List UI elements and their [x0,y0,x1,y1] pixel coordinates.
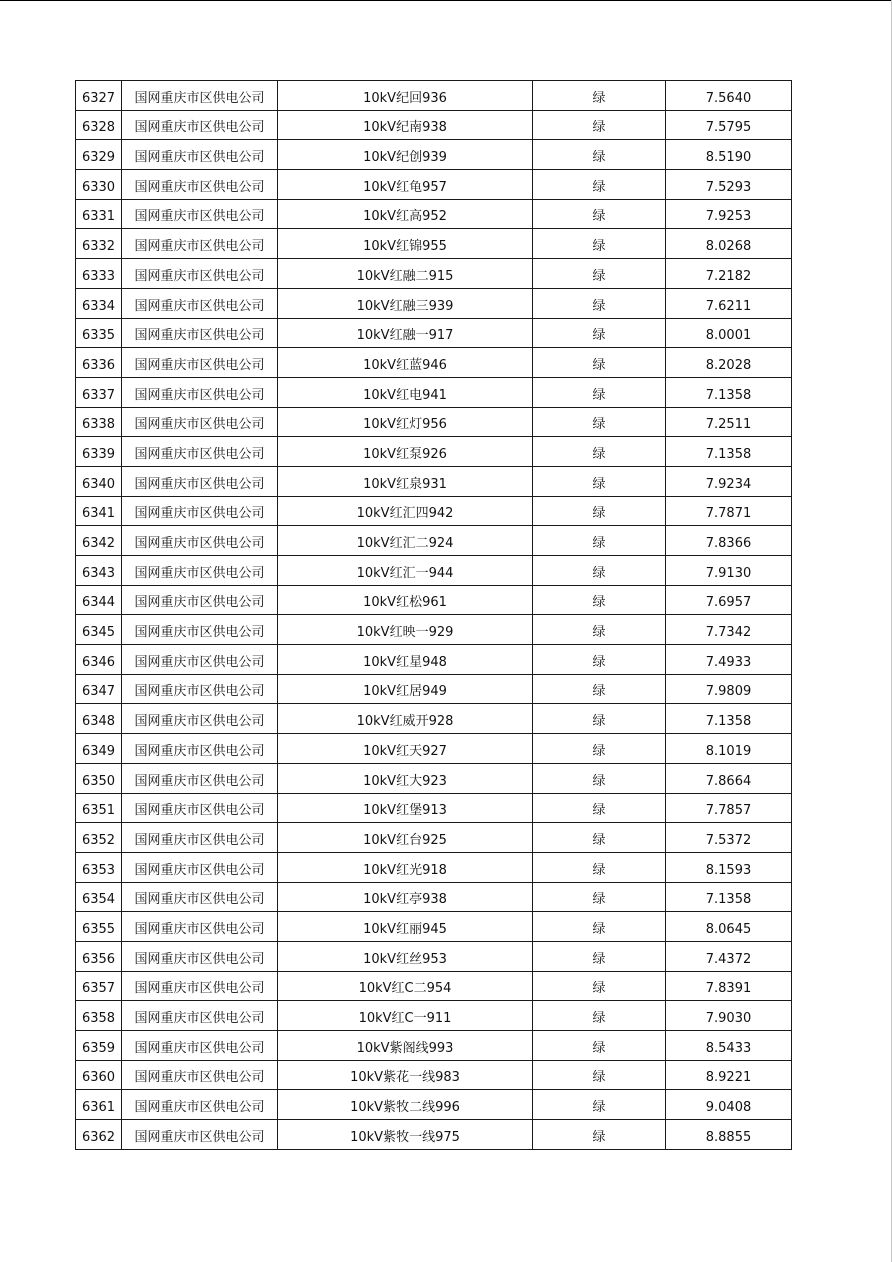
row-number-cell: 6351 [76,793,122,823]
status-cell: 绿 [533,437,666,467]
status-cell: 绿 [533,704,666,734]
line-name-cell: 10kV红居949 [278,674,533,704]
value-cell: 8.1019 [666,734,792,764]
value-cell: 7.9809 [666,674,792,704]
row-number-cell: 6343 [76,556,122,586]
company-cell: 国网重庆市区供电公司 [122,793,278,823]
value-cell: 7.5640 [666,81,792,111]
status-cell: 绿 [533,318,666,348]
table-row [76,971,792,1001]
row-number-cell: 6328 [76,110,122,140]
company-cell: 国网重庆市区供电公司 [122,229,278,259]
company-cell: 国网重庆市区供电公司 [122,110,278,140]
status-cell: 绿 [533,288,666,318]
line-name-cell: 10kV红威开928 [278,704,533,734]
row-number-cell: 6331 [76,199,122,229]
company-cell: 国网重庆市区供电公司 [122,852,278,882]
value-cell: 7.6211 [666,288,792,318]
line-name-cell: 10kV红堡913 [278,793,533,823]
value-cell: 8.2028 [666,348,792,378]
table-row [76,199,792,229]
line-name-cell: 10kV红大923 [278,763,533,793]
status-cell: 绿 [533,259,666,289]
line-name-cell: 10kV红映一929 [278,615,533,645]
status-cell: 绿 [533,81,666,111]
company-cell: 国网重庆市区供电公司 [122,259,278,289]
table-row [76,170,792,200]
table-row [76,1120,792,1150]
line-name-cell: 10kV红光918 [278,852,533,882]
company-cell: 国网重庆市区供电公司 [122,1031,278,1061]
table-row [76,407,792,437]
line-name-cell: 10kV红泉931 [278,466,533,496]
row-number-cell: 6355 [76,912,122,942]
status-cell: 绿 [533,526,666,556]
row-number-cell: 6352 [76,823,122,853]
line-name-cell: 10kV红泵926 [278,437,533,467]
line-name-cell: 10kV红蓝946 [278,348,533,378]
row-number-cell: 6358 [76,1001,122,1031]
row-number-cell: 6362 [76,1120,122,1150]
line-name-cell: 10kV红融二915 [278,259,533,289]
row-number-cell: 6347 [76,674,122,704]
status-cell: 绿 [533,170,666,200]
table-row [76,466,792,496]
status-cell: 绿 [533,229,666,259]
company-cell: 国网重庆市区供电公司 [122,170,278,200]
line-name-cell: 10kV红龟957 [278,170,533,200]
row-number-cell: 6337 [76,377,122,407]
company-cell: 国网重庆市区供电公司 [122,1060,278,1090]
value-cell: 9.0408 [666,1090,792,1120]
line-name-cell: 10kV红星948 [278,645,533,675]
table-row [76,941,792,971]
value-cell: 7.1358 [666,437,792,467]
status-cell: 绿 [533,556,666,586]
status-cell: 绿 [533,348,666,378]
value-cell: 8.5433 [666,1031,792,1061]
company-cell: 国网重庆市区供电公司 [122,585,278,615]
table-row [76,793,792,823]
row-number-cell: 6338 [76,407,122,437]
row-number-cell: 6336 [76,348,122,378]
company-cell: 国网重庆市区供电公司 [122,674,278,704]
value-cell: 8.1593 [666,852,792,882]
row-number-cell: 6327 [76,81,122,111]
value-cell: 8.0645 [666,912,792,942]
value-cell: 7.6957 [666,585,792,615]
value-cell: 7.9130 [666,556,792,586]
table-row [76,318,792,348]
status-cell: 绿 [533,585,666,615]
row-number-cell: 6329 [76,140,122,170]
data-table [75,80,792,1150]
line-name-cell: 10kV红丽945 [278,912,533,942]
table-row [76,1001,792,1031]
row-number-cell: 6353 [76,852,122,882]
line-name-cell: 10kV紫牧一线975 [278,1120,533,1150]
value-cell: 7.2182 [666,259,792,289]
table-row [76,556,792,586]
company-cell: 国网重庆市区供电公司 [122,912,278,942]
line-name-cell: 10kV紫牧二线996 [278,1090,533,1120]
status-cell: 绿 [533,734,666,764]
company-cell: 国网重庆市区供电公司 [122,1120,278,1150]
value-cell: 7.5293 [666,170,792,200]
value-cell: 7.8664 [666,763,792,793]
status-cell: 绿 [533,199,666,229]
status-cell: 绿 [533,1120,666,1150]
status-cell: 绿 [533,882,666,912]
table-row [76,348,792,378]
row-number-cell: 6346 [76,645,122,675]
status-cell: 绿 [533,793,666,823]
company-cell: 国网重庆市区供电公司 [122,1090,278,1120]
company-cell: 国网重庆市区供电公司 [122,140,278,170]
line-name-cell: 10kV红天927 [278,734,533,764]
status-cell: 绿 [533,140,666,170]
value-cell: 7.1358 [666,377,792,407]
table-row [76,1090,792,1120]
status-cell: 绿 [533,496,666,526]
row-number-cell: 6359 [76,1031,122,1061]
row-number-cell: 6342 [76,526,122,556]
line-name-cell: 10kV红亭938 [278,882,533,912]
line-name-cell: 10kV红融一917 [278,318,533,348]
line-name-cell: 10kV红C一911 [278,1001,533,1031]
value-cell: 7.7342 [666,615,792,645]
table-row [76,852,792,882]
table-row [76,704,792,734]
company-cell: 国网重庆市区供电公司 [122,318,278,348]
line-name-cell: 10kV红松961 [278,585,533,615]
status-cell: 绿 [533,763,666,793]
line-name-cell: 10kV红灯956 [278,407,533,437]
table-row [76,1060,792,1090]
table-row [76,645,792,675]
row-number-cell: 6345 [76,615,122,645]
company-cell: 国网重庆市区供电公司 [122,466,278,496]
company-cell: 国网重庆市区供电公司 [122,437,278,467]
value-cell: 7.1358 [666,882,792,912]
row-number-cell: 6334 [76,288,122,318]
line-name-cell: 10kV红电941 [278,377,533,407]
company-cell: 国网重庆市区供电公司 [122,407,278,437]
row-number-cell: 6335 [76,318,122,348]
status-cell: 绿 [533,823,666,853]
table-row [76,437,792,467]
status-cell: 绿 [533,971,666,1001]
table-row [76,526,792,556]
table-row [76,763,792,793]
row-number-cell: 6349 [76,734,122,764]
status-cell: 绿 [533,1060,666,1090]
value-cell: 8.8855 [666,1120,792,1150]
status-cell: 绿 [533,377,666,407]
value-cell: 7.8366 [666,526,792,556]
status-cell: 绿 [533,852,666,882]
table-row [76,259,792,289]
status-cell: 绿 [533,110,666,140]
status-cell: 绿 [533,1090,666,1120]
company-cell: 国网重庆市区供电公司 [122,1001,278,1031]
company-cell: 国网重庆市区供电公司 [122,763,278,793]
table-row [76,882,792,912]
value-cell: 7.5372 [666,823,792,853]
company-cell: 国网重庆市区供电公司 [122,348,278,378]
table-row [76,823,792,853]
line-name-cell: 10kV红C二954 [278,971,533,1001]
company-cell: 国网重庆市区供电公司 [122,81,278,111]
row-number-cell: 6354 [76,882,122,912]
status-cell: 绿 [533,645,666,675]
status-cell: 绿 [533,466,666,496]
company-cell: 国网重庆市区供电公司 [122,704,278,734]
company-cell: 国网重庆市区供电公司 [122,941,278,971]
table-row [76,734,792,764]
status-cell: 绿 [533,912,666,942]
value-cell: 8.9221 [666,1060,792,1090]
company-cell: 国网重庆市区供电公司 [122,971,278,1001]
line-name-cell: 10kV红锦955 [278,229,533,259]
value-cell: 7.1358 [666,704,792,734]
company-cell: 国网重庆市区供电公司 [122,556,278,586]
table-row [76,496,792,526]
row-number-cell: 6332 [76,229,122,259]
value-cell: 7.9253 [666,199,792,229]
table-row [76,1031,792,1061]
value-cell: 7.4933 [666,645,792,675]
company-cell: 国网重庆市区供电公司 [122,734,278,764]
table-row [76,140,792,170]
line-name-cell: 10kV纪南938 [278,110,533,140]
status-cell: 绿 [533,615,666,645]
table-body [76,81,792,1150]
row-number-cell: 6341 [76,496,122,526]
company-cell: 国网重庆市区供电公司 [122,377,278,407]
line-name-cell: 10kV红汇四942 [278,496,533,526]
status-cell: 绿 [533,941,666,971]
row-number-cell: 6361 [76,1090,122,1120]
company-cell: 国网重庆市区供电公司 [122,496,278,526]
line-name-cell: 10kV紫花一线983 [278,1060,533,1090]
value-cell: 7.9030 [666,1001,792,1031]
value-cell: 8.5190 [666,140,792,170]
line-name-cell: 10kV红融三939 [278,288,533,318]
line-name-cell: 10kV红汇二924 [278,526,533,556]
status-cell: 绿 [533,674,666,704]
value-cell: 7.7857 [666,793,792,823]
value-cell: 7.8391 [666,971,792,1001]
status-cell: 绿 [533,1031,666,1061]
line-name-cell: 10kV紫阁线993 [278,1031,533,1061]
row-number-cell: 6330 [76,170,122,200]
table-row [76,288,792,318]
company-cell: 国网重庆市区供电公司 [122,645,278,675]
table-row [76,229,792,259]
table-row [76,585,792,615]
line-name-cell: 10kV纪创939 [278,140,533,170]
page-top-border [0,0,892,1]
table-row [76,615,792,645]
status-cell: 绿 [533,1001,666,1031]
table-row [76,110,792,140]
table-row [76,674,792,704]
row-number-cell: 6333 [76,259,122,289]
value-cell: 8.0268 [666,229,792,259]
value-cell: 8.0001 [666,318,792,348]
company-cell: 国网重庆市区供电公司 [122,288,278,318]
company-cell: 国网重庆市区供电公司 [122,882,278,912]
row-number-cell: 6357 [76,971,122,1001]
row-number-cell: 6356 [76,941,122,971]
value-cell: 7.4372 [666,941,792,971]
status-cell: 绿 [533,407,666,437]
table-row [76,912,792,942]
line-name-cell: 10kV红台925 [278,823,533,853]
line-name-cell: 10kV红汇一944 [278,556,533,586]
row-number-cell: 6348 [76,704,122,734]
row-number-cell: 6339 [76,437,122,467]
row-number-cell: 6350 [76,763,122,793]
company-cell: 国网重庆市区供电公司 [122,823,278,853]
company-cell: 国网重庆市区供电公司 [122,526,278,556]
line-name-cell: 10kV红丝953 [278,941,533,971]
table-row [76,81,792,111]
company-cell: 国网重庆市区供电公司 [122,199,278,229]
line-name-cell: 10kV红高952 [278,199,533,229]
value-cell: 7.5795 [666,110,792,140]
row-number-cell: 6344 [76,585,122,615]
value-cell: 7.2511 [666,407,792,437]
company-cell: 国网重庆市区供电公司 [122,615,278,645]
table-row [76,377,792,407]
row-number-cell: 6360 [76,1060,122,1090]
value-cell: 7.7871 [666,496,792,526]
value-cell: 7.9234 [666,466,792,496]
line-name-cell: 10kV纪回936 [278,81,533,111]
row-number-cell: 6340 [76,466,122,496]
